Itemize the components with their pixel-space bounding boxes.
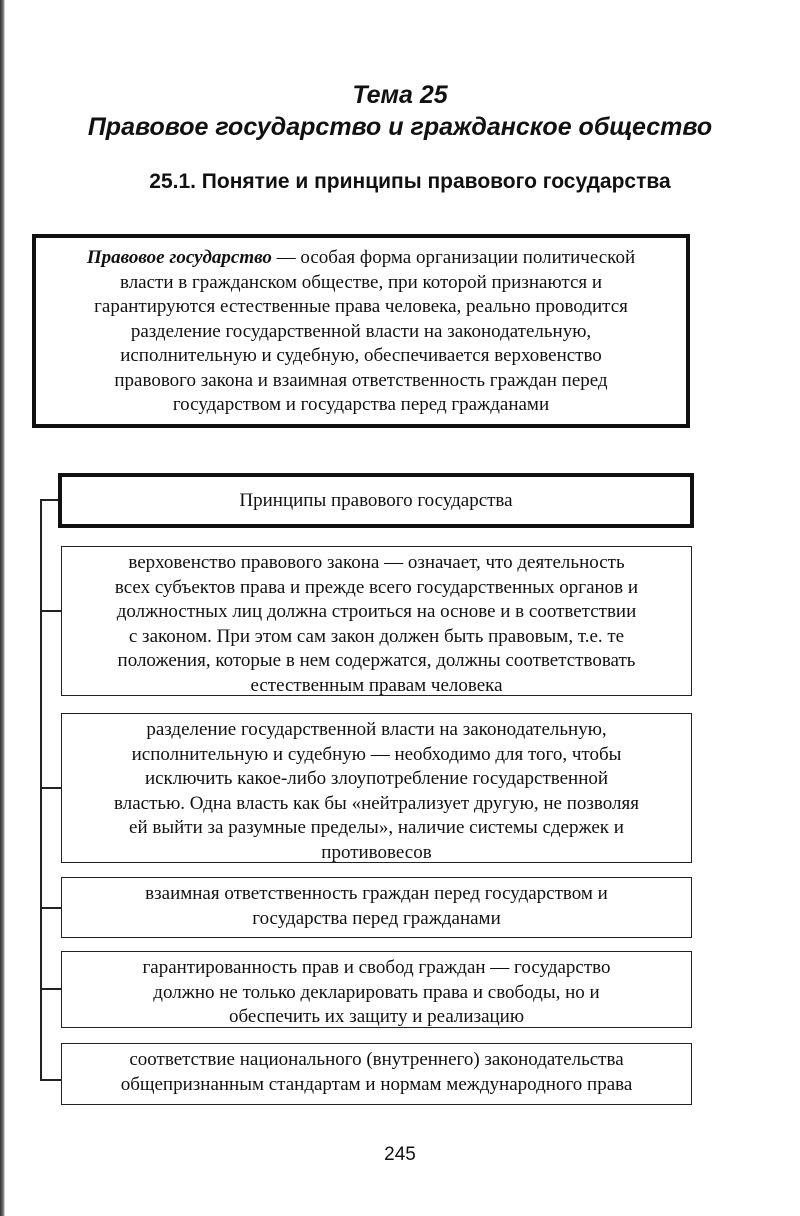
principle-line: разделение государственной власти на законодательную, [146, 719, 607, 740]
definition-box [32, 234, 690, 428]
connector-tick-principle-3 [40, 907, 61, 909]
page-number: 245 [384, 1144, 416, 1165]
definition-term: Правовое государство [86, 247, 272, 268]
definition-line: власти в гражданском обществе, при которой признаются и [119, 271, 603, 293]
principle-line: соответствие национального (внутреннего) законодательства [129, 1049, 624, 1070]
topic-title: Правовое государство и гражданское общество [87, 113, 713, 141]
principle-line: исключить какое-либо злоупотребление государственной [144, 768, 609, 789]
principle-box-separation-of-powers [61, 713, 692, 863]
definition-text: — особая форма организации политической [271, 247, 636, 268]
principle-line: должно не только декларировать права и свободы, но и [153, 981, 600, 1003]
principle-line: противовесов [321, 841, 432, 863]
principle-line: верховенство правового закона — означает, что деятельность [128, 552, 625, 573]
definition-line: разделение государственной власти на законодательную, [130, 320, 592, 342]
definition-line: гарантируются естественные права человека, реально проводится [94, 296, 628, 317]
connector-tick-principle-1 [40, 610, 61, 612]
definition-line [46, 246, 676, 271]
principle-line: положения, которые в нем содержатся, должны соответствовать [117, 650, 636, 671]
principles-header-box [58, 473, 694, 528]
principle-line: общепризнанным стандартам и нормам международного права [120, 1073, 633, 1095]
section-title: 25.1. Понятие и принципы правового государства [149, 170, 671, 193]
definition-line: исполнительную и судебную, обеспечивается верховенство [120, 345, 602, 366]
principles-connector-line [40, 499, 42, 1080]
definition-line: правового закона и взаимная ответственность граждан перед [114, 369, 608, 391]
principle-box-mutual-responsibility [61, 877, 692, 938]
principle-box-rule-of-law [61, 546, 692, 696]
principle-line: обеспечить их защиту и реализацию [228, 1006, 525, 1027]
principle-line: всех субъектов права и прежде всего государственных органов и [114, 576, 639, 598]
principle-line: взаимная ответственность граждан перед государством и [145, 883, 608, 904]
topic-number: Тема 25 [352, 81, 448, 109]
principles-header-label: Принципы правового государства [239, 489, 513, 511]
connector-tick-principle-2 [40, 787, 61, 789]
principle-line: исполнительную и судебную — необходимо для того, чтобы [131, 743, 622, 765]
principle-line: ей выйти за разумные пределы», наличие системы сдержек и [129, 817, 624, 838]
principle-line: должностных лиц должна строиться на основе и в соответствии [116, 601, 637, 622]
principle-line: властью. Одна власть как бы «нейтрализует другую, не позволяя [114, 792, 639, 814]
principle-box-international-law [61, 1043, 692, 1105]
principle-line: государства перед гражданами [252, 907, 501, 929]
connector-tick-principle-4 [40, 988, 61, 990]
principle-box-guaranteed-rights [61, 951, 692, 1028]
principle-line: с законом. При этом сам закон должен быть правовым, т.е. те [128, 625, 625, 647]
principle-line: естественным правам человека [250, 674, 503, 696]
connector-tick-principle-5 [40, 1079, 61, 1081]
principle-line: гарантированность прав и свобод граждан — государство [142, 957, 611, 978]
definition-line: государством и государства перед гражданами [172, 394, 550, 415]
